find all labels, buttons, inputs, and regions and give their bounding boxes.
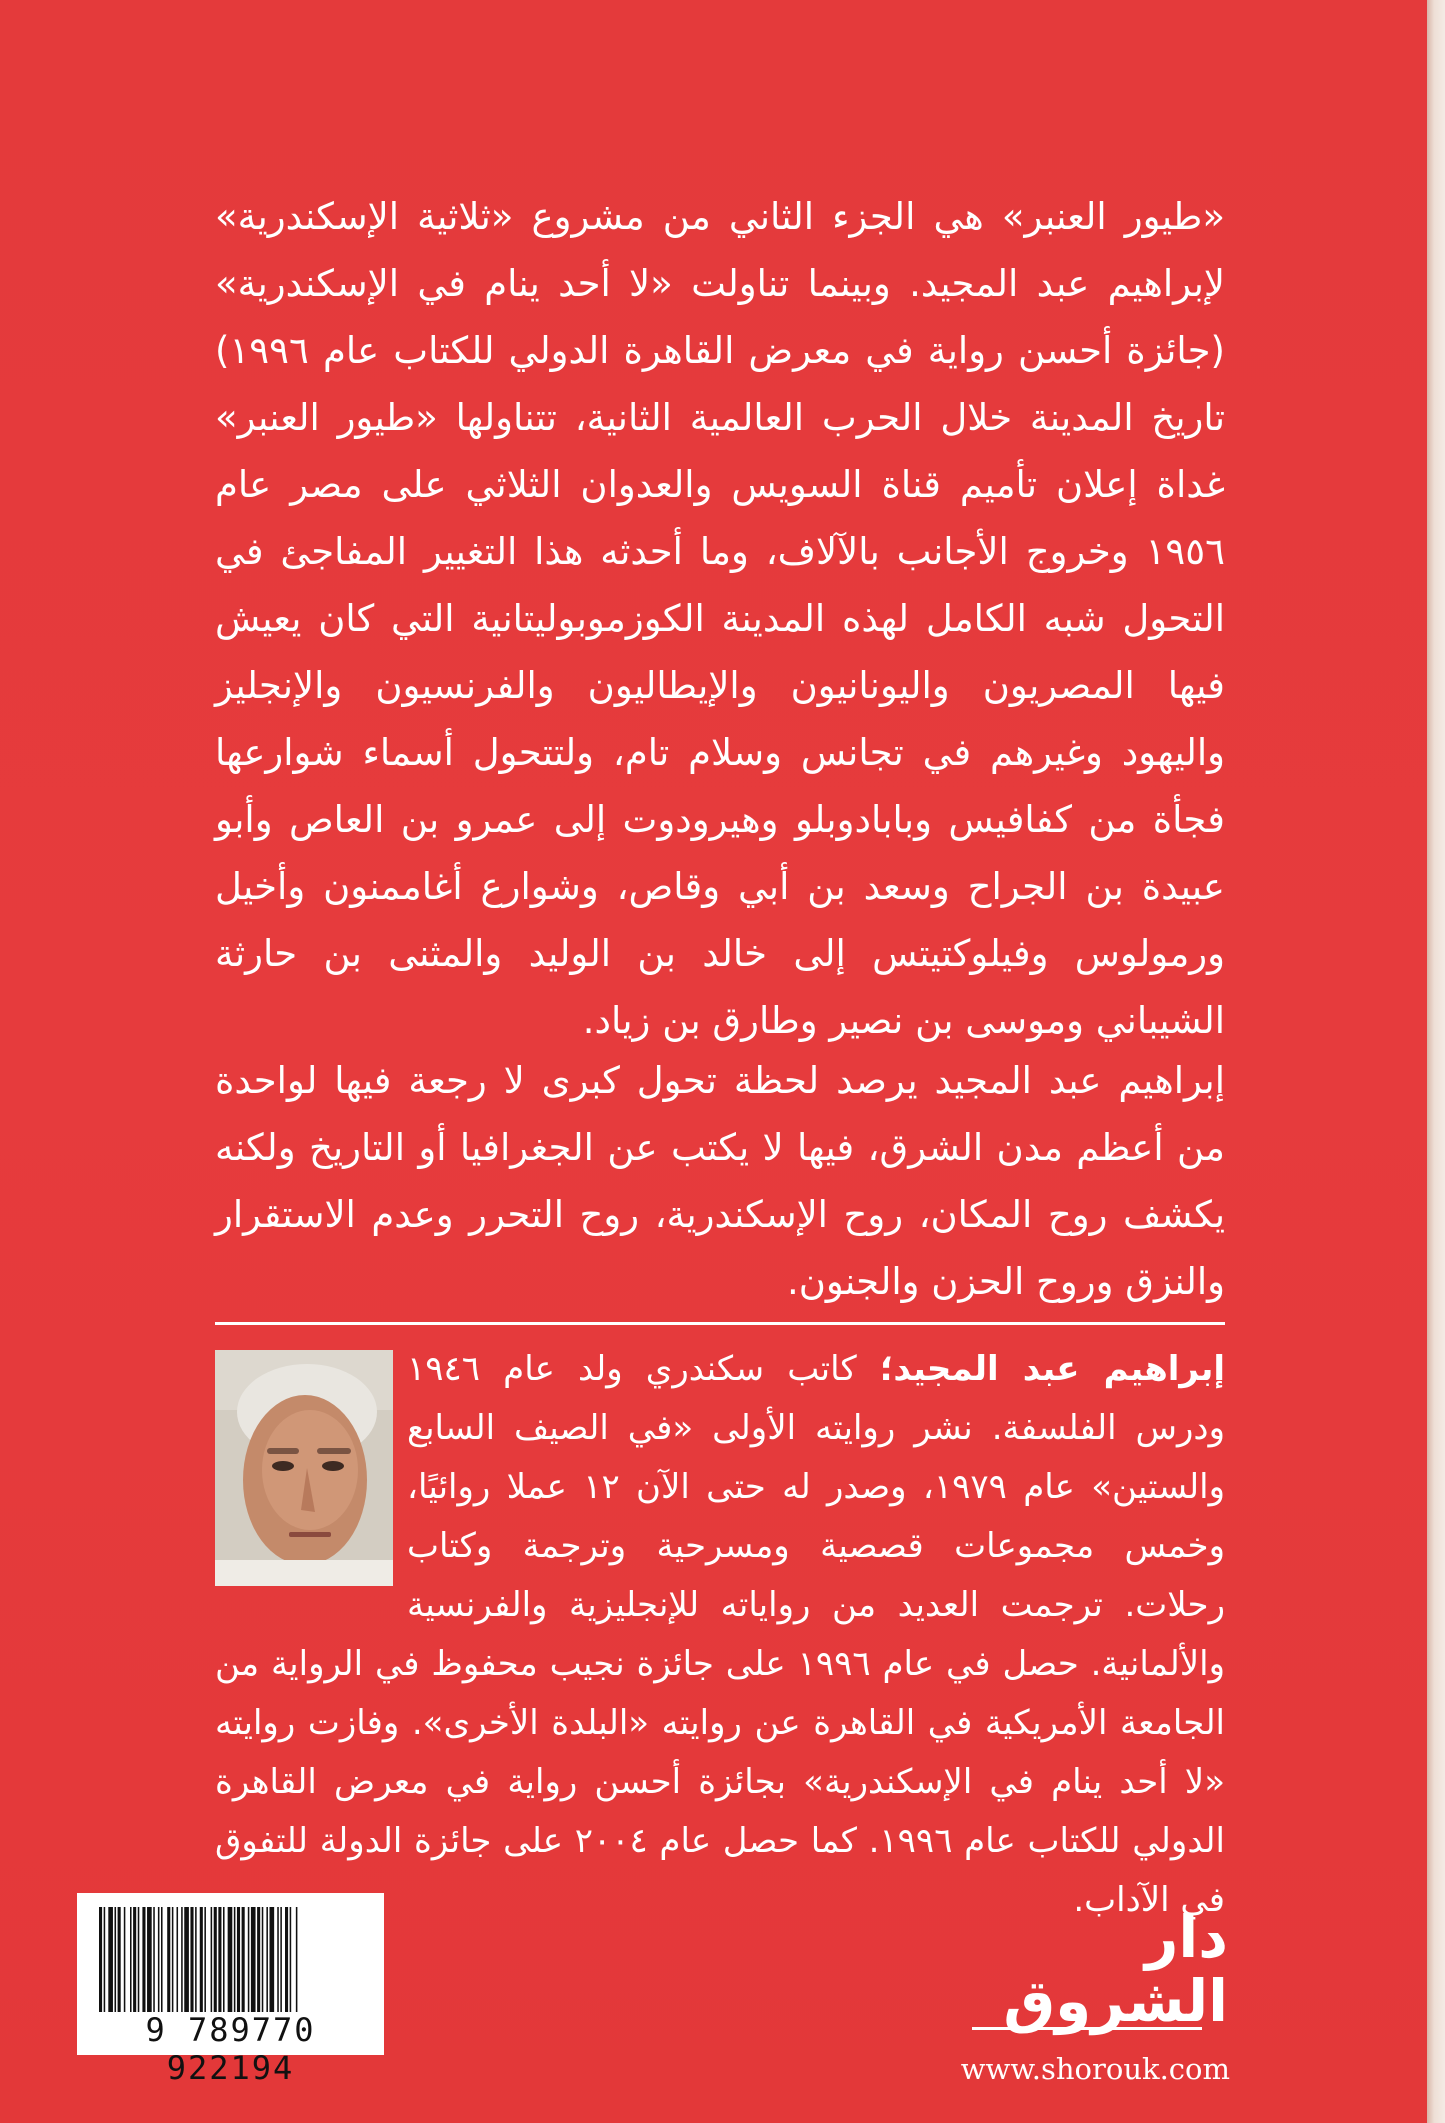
barcode-bar (177, 1907, 179, 2012)
author-bio-section (215, 1340, 1225, 1930)
page-edge (1427, 0, 1445, 2123)
publisher-logo (910, 1905, 1230, 2086)
barcode-bar (200, 1907, 203, 2012)
barcode-bar (277, 1907, 279, 2012)
barcode-bar (214, 1907, 217, 2012)
barcode-bar (108, 1907, 113, 2012)
barcode-bar (124, 1907, 126, 2012)
barcode-bars (99, 1907, 367, 2012)
barcode-bar (266, 1907, 268, 2012)
barcode-bar (257, 1907, 260, 2012)
barcode-bar (158, 1907, 160, 2012)
barcode-bar (190, 1907, 193, 2012)
barcode-bar (167, 1907, 170, 2012)
barcode-bar (99, 1907, 102, 2012)
barcode-bar (211, 1907, 213, 2012)
barcode-bar (147, 1907, 152, 2012)
barcode-bar (248, 1907, 250, 2012)
barcode-bar (234, 1907, 236, 2012)
section-divider (215, 1322, 1225, 1325)
blurb-paragraph (215, 183, 1225, 1054)
blurb-text: «طيور العنبر» هي الجزء الثاني من مشروع «ثلاثية الإسكندرية» لإبراهيم عبد المجيد. وبينما تناولت «لا أحد ينام في الإسكندرية» (جائزة أحسن رواية في معرض القاهرة الدولي للكتاب عام ١٩٩٦) تاريخ المدينة خلال الحرب العالمية الثانية، تتناولها «طيور العنبر» غداة إعلان تأميم قناة السويس والعدوان الثلاثي على مصر عام ١٩٥٦ وخروج الأجانب بالآلاف، وما أحدثه هذا التغيير المفاجئ في التحول شبه الكامل لهذه المدينة الكوزموبوليتانية التي كان يعيش فيها المصريون واليونانيون والإيطاليون والفرنسيون والإنجليز واليهود وغيرهم في تجانس وسلام تام، ولتتحول أسماء شوارعها فجأة من كفافيس وبابادوبلو وهيرودوت إلى عمرو بن العاص وأبو عبيدة بن الجراح وسعد بن أبي وقاص، وشوارع أغاممنون وأخيل ورمولوس وفيلوكتيتس إلى خالد بن الوليد والمثنى بن حارثة الشيباني وموسى بن نصير وطارق بن زياد. (215, 195, 1225, 1042)
publisher-name: دار الشروق (1003, 1903, 1228, 2035)
barcode-bar (290, 1907, 292, 2012)
barcode-bar (130, 1907, 132, 2012)
barcode-bar (195, 1907, 197, 2012)
barcode-bar (161, 1907, 163, 2012)
summary-paragraph (215, 1047, 1225, 1315)
barcode-bar (204, 1907, 206, 2012)
barcode-bar (138, 1907, 140, 2012)
barcode-bar (184, 1907, 189, 2012)
barcode-bar (218, 1907, 221, 2012)
barcode-bar (242, 1907, 245, 2012)
barcode-bar (118, 1907, 121, 2012)
barcode-bar (296, 1907, 298, 2012)
barcode-bar (280, 1907, 282, 2012)
barcode-bar (251, 1907, 256, 2012)
barcode-bar (181, 1907, 183, 2012)
barcode-bar (262, 1907, 264, 2012)
barcode-bar (115, 1907, 117, 2012)
publisher-website: www.shorouk.com (960, 2052, 1230, 2086)
barcode-bar (153, 1907, 155, 2012)
barcode-bar (142, 1907, 145, 2012)
barcode-bar (223, 1907, 225, 2012)
barcode-bar (237, 1907, 240, 2012)
barcode-bar (285, 1907, 288, 2012)
barcode-bar (133, 1907, 136, 2012)
author-photo (215, 1350, 393, 1586)
summary-text: إبراهيم عبد المجيد يرصد لحظة تحول كبرى لا رجعة فيها لواحدة من أعظم مدن الشرق، فيها لا يكتب عن الجغرافيا أو التاريخ ولكنه يكشف روح المكان، روح الإسكندرية، روح التحرر وعدم الاستقرار والنزق وروح الحزن والجنون. (215, 1059, 1225, 1303)
isbn-number: 9 789770 922194 (145, 2011, 316, 2087)
author-name: إبراهيم عبد المجيد؛ (879, 1349, 1225, 1389)
author-bio: كاتب سكندري ولد عام ١٩٤٦ ودرس الفلسفة. نشر روايته الأولى «في الصيف السابع والستين» عام ١٩٧٩، وصدر له حتى الآن ١٢ عملا روائيًا، وخمس مجموعات قصصية ومسرحية وترجمة وكتاب رحلات. ترجمت العديد من رواياته للإنجليزية والفرنسية والألمانية. حصل في عام ١٩٩٦ على جائزة نجيب محفوظ في الرواية من الجامعة الأمريكية في القاهرة عن روايته «البلدة الأخرى». وفازت روايته «لا أحد ينام في الإسكندرية» بجائزة أحسن رواية في معرض القاهرة الدولي للكتاب عام ١٩٩٦. كما حصل عام ٢٠٠٤ على جائزة الدولة للتفوق في الآداب. (215, 1349, 1225, 1920)
barcode (77, 1893, 384, 2087)
barcode-bar (172, 1907, 174, 2012)
barcode-bar (104, 1907, 106, 2012)
barcode-bar (228, 1907, 233, 2012)
barcode-bar (270, 1907, 275, 2012)
